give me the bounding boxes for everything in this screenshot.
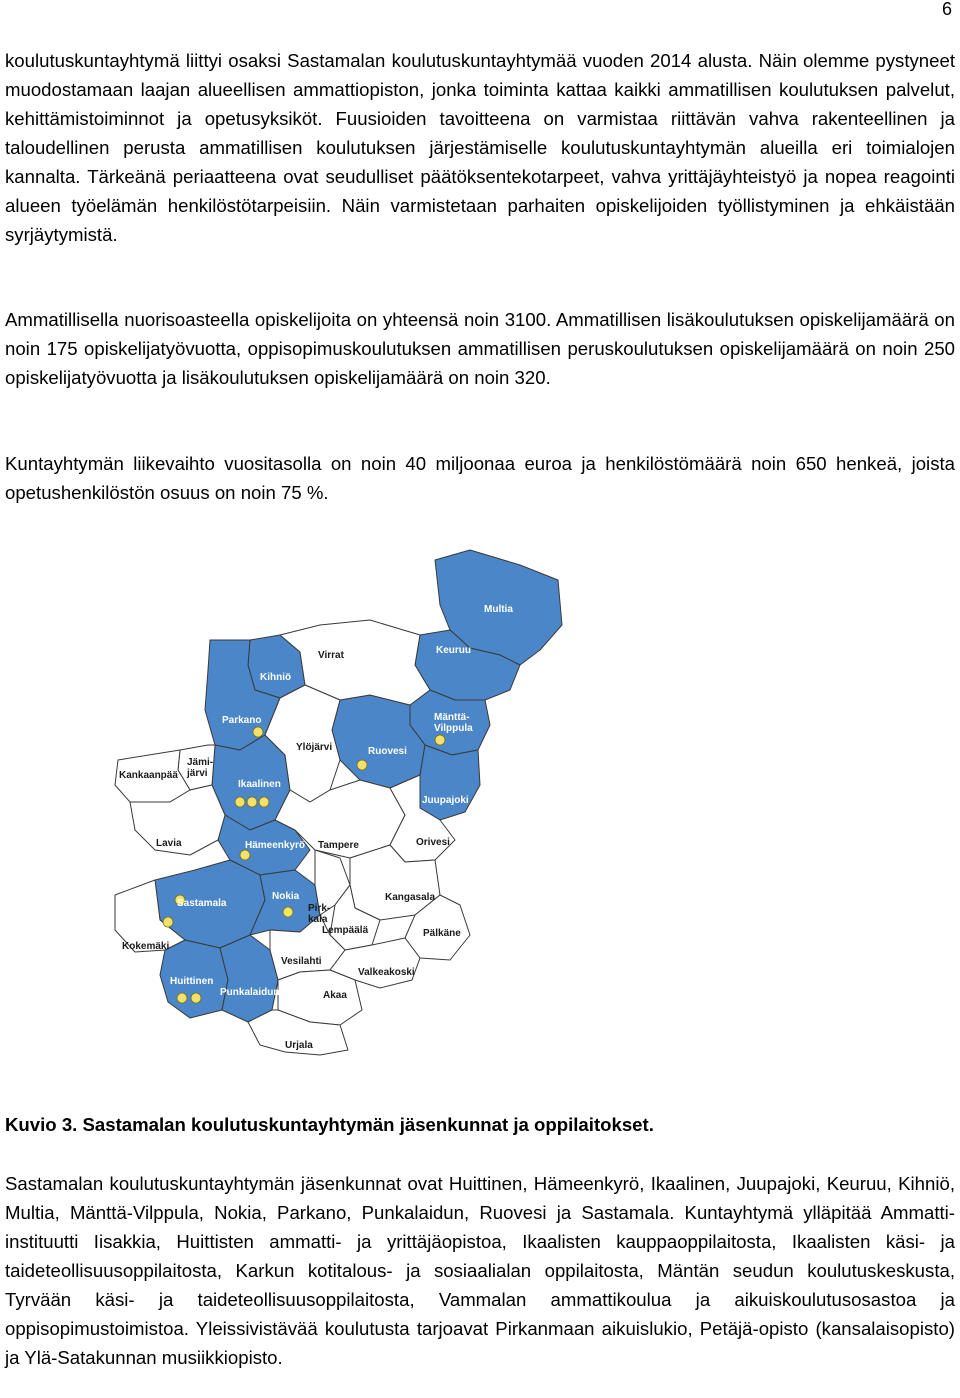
map-label-lavia: Lavia bbox=[156, 838, 182, 849]
map-label-kangasala: Kangasala bbox=[385, 892, 436, 903]
map-label-punkalaidun: Punkalaidun bbox=[220, 987, 280, 998]
region-juupajoki bbox=[420, 745, 480, 820]
map-label-pirkkala-2: kala bbox=[308, 914, 328, 925]
school-dot-sastamala-2 bbox=[163, 917, 173, 927]
map-label-ylojarvi: Ylöjärvi bbox=[296, 742, 333, 753]
map-label-vesilahti: Vesilahti bbox=[281, 956, 322, 967]
map-label-mantta-2: Vilppula bbox=[434, 723, 473, 734]
map-label-huittinen: Huittinen bbox=[170, 976, 214, 987]
map-label-nokia: Nokia bbox=[272, 891, 300, 902]
map-label-palkane: Pälkäne bbox=[423, 928, 461, 939]
map-label-mantta-1: Mänttä- bbox=[434, 712, 470, 723]
region-punkalaidun bbox=[220, 935, 278, 1022]
body-paragraph-members: Sastamalan koulutuskuntayhtymän jäsenkunnat ovat Huittinen, Hämeenkyrö, Ikaalinen, Juupajoki, Keuruu, Kihniö, Multia, Mänttä-Vilppula, Nokia, Parkano, Punkalaidun, Ruovesi ja Sastamala. Kuntayhtymä ylläpitää Ammatti-instituutti Iisakkia, Huittisten ammatti- ja yrittäjäopistoa, Ikaalisten kauppaoppilaitosta, Ikaalisten käsi- ja taideteollisuusoppilaitosta, Karkun kotitalous- ja sosiaalialan oppilaitosta, Mäntän seudun koulutuskeskusta, Tyrvään käsi- ja taideteollisuusoppilaitosta, Vammalan ammattikoulua ja aikuiskoulutusosastoa ja oppisopimustoimistoa. Yleissivistävää koulutusta tarjoavat Pirkanmaan aikuislukio, Petäjä-opisto (kansalaisopisto) ja Ylä-Satakunnan musiikkiopisto. bbox=[5, 1173, 955, 1368]
map-label-valkeakoski: Valkeakoski bbox=[358, 967, 415, 978]
school-dot-parkano bbox=[253, 727, 263, 737]
school-dot-ruovesi bbox=[357, 760, 367, 770]
page-number: 6 bbox=[941, 0, 952, 19]
map-label-jamijarvi-1: Jämi- bbox=[187, 757, 214, 768]
map-svg bbox=[100, 540, 590, 1060]
school-dot-nokia bbox=[283, 907, 293, 917]
map-label-ikaalinen: Ikaalinen bbox=[238, 779, 281, 790]
map-label-multia: Multia bbox=[484, 604, 513, 615]
map-label-parkano: Parkano bbox=[222, 715, 262, 726]
school-dot-ikaalinen-2 bbox=[247, 797, 257, 807]
map-label-hameenkyro: Hämeenkyrö bbox=[245, 840, 306, 851]
map-label-kihnio: Kihniö bbox=[260, 672, 292, 683]
map-label-urjala: Urjala bbox=[285, 1040, 313, 1051]
map-label-kankaanpaa: Kankaanpää bbox=[119, 770, 178, 781]
member-municipalities-map bbox=[100, 540, 590, 1060]
school-dot-hameenkyro bbox=[240, 850, 250, 860]
map-label-tampere: Tampere bbox=[318, 840, 359, 851]
map-label-orivesi: Orivesi bbox=[416, 837, 450, 848]
map-label-akaa: Akaa bbox=[323, 990, 347, 1001]
school-dot-ikaalinen-1 bbox=[235, 797, 245, 807]
body-paragraph-fusion: koulutuskuntayhtymä liittyi osaksi Sastamalan koulutuskuntayhtymää vuoden 2014 alusta. Näin olemme pystyneet muodostamaan laajan alueellisen ammattiopiston, jonka toiminta kattaa kaikki ammatillisen koulutuksen palvelut, kehittämistoiminnot ja opetusyksiköt. Fuusioiden tavoitteena on varmistaa riittävän vahva rakenteellinen ja taloudellinen perusta ammatillisen koulutuksen järjestämiselle koulutuskuntayhtymän alueilla eri toimialojen kannalta. Tärkeänä periaatteena ovat seudulliset päätöksentekotarpeet, vahva yrittäjäyhteistyö ja nopea reagointi alueen työelämän henkilöstötarpeisiin. Näin varmistetaan parhaiten opiskelijoiden työllistyminen ja ehkäistään syrjäytymistä. bbox=[5, 50, 955, 245]
map-label-virrat: Virrat bbox=[318, 650, 344, 661]
school-dot-huittinen-1 bbox=[177, 993, 187, 1003]
map-label-ruovesi: Ruovesi bbox=[368, 746, 407, 757]
map-label-lempaala: Lempäälä bbox=[322, 925, 369, 936]
school-dot-huittinen-2 bbox=[191, 993, 201, 1003]
school-dot-ikaalinen-3 bbox=[259, 797, 269, 807]
body-paragraph-student-counts: Ammatillisella nuorisoasteella opiskelijoita on yhteensä noin 3100. Ammatillisen lisäkoulutuksen opiskelijamäärä on noin 175 opiskelijatyövuotta, oppisopimuskoulutuksen ammatillisen peruskoulutuksen opiskelijamäärä on noin 250 opiskelijatyövuotta ja lisäkoulutuksen opiskelijamäärä on noin 320. bbox=[5, 309, 955, 388]
figure-caption: Kuvio 3. Sastamalan koulutuskuntayhtymän jäsenkunnat ja oppilaitokset. bbox=[5, 1114, 654, 1135]
map-label-kokemaki: Kokemäki bbox=[122, 941, 170, 952]
school-dot-mantta bbox=[435, 735, 445, 745]
map-label-pirkkala-1: Pirk- bbox=[308, 903, 331, 914]
map-label-sastamala: Sastamala bbox=[177, 898, 227, 909]
map-label-juupajoki: Juupajoki bbox=[422, 795, 469, 806]
body-paragraph-revenue: Kuntayhtymän liikevaihto vuositasolla on noin 40 miljoonaa euroa ja henkilöstömäärä noin 650 henkeä, joista opetushenkilöstön osuus on noin 75 %. bbox=[5, 453, 955, 503]
map-label-jamijarvi-2: järvi bbox=[187, 768, 208, 779]
map-label-keuruu: Keuruu bbox=[436, 645, 471, 656]
